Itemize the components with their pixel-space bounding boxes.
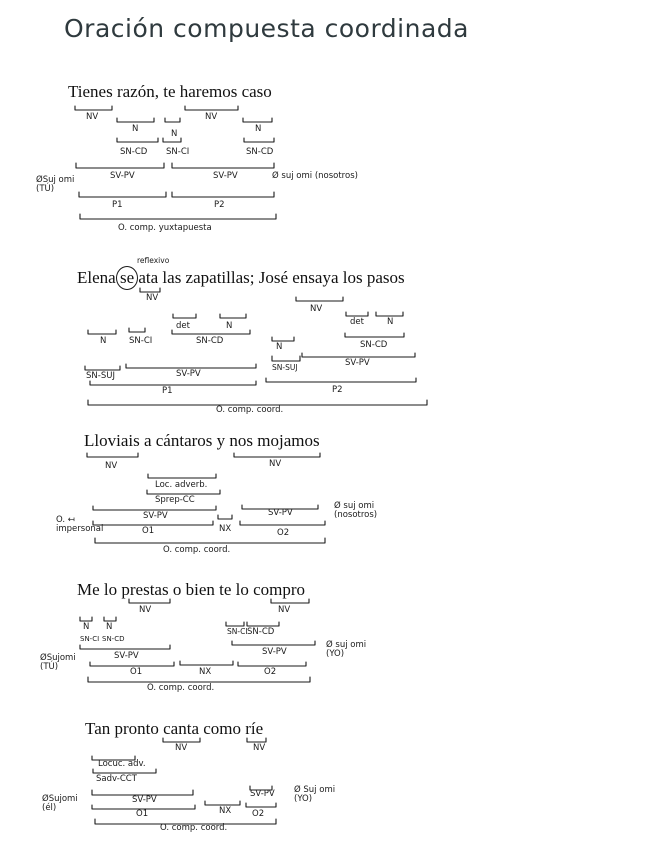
bracket [243,118,272,122]
label-nv: NV [139,605,152,615]
label-sn-suj: SN-SUJ [272,363,298,372]
label-o2: O2 [252,809,265,819]
label-n: N [387,317,394,327]
label-nv: NV [278,605,291,615]
label-sv-pv: SV-PV [110,171,135,181]
label-null-subject: Ø suj omi (YO) [326,640,367,659]
label-sn-cd: SN-CD [360,340,388,350]
label-n: N [106,622,113,632]
label-n: N [226,321,233,331]
label-sentence-type: O. comp. coord. [163,545,231,555]
bracket [226,622,244,626]
label-sn-cd: SN-CD [120,147,148,157]
bracket [126,364,256,368]
label-sentence-type: O. comp. coord. [160,823,228,833]
label-sv-pv: SV-PV [132,795,157,805]
label-null-subject: ØSuj omi (TÚ) [36,175,75,194]
label-o1: O1 [130,667,143,677]
label-n: N [276,342,283,352]
label-sv-pv: SV-PV [213,171,238,181]
label-null-subject: Ø suj omi (nosotros) [272,171,358,181]
bracket [85,366,120,370]
bracket [88,677,310,682]
label-sv-pv: SV-PV [176,369,201,379]
label-sv-pv: SV-PV [262,647,287,657]
label-nv: NV [105,461,118,471]
label-sentence-type: O. comp. coord. [216,405,284,415]
label-o2: O2 [277,528,290,538]
label-sv-pv: SV-PV [268,508,293,518]
bracket [244,138,274,142]
label-sn-cd: SN-CD [247,627,275,637]
label-o1: O1 [136,809,149,819]
label-nv: NV [175,743,188,753]
label-sv-pv: SV-PV [345,358,370,368]
label-sn-cd: SN-CD [246,147,274,157]
label-nv: NV [269,459,282,469]
label-nx: NX [199,667,212,677]
label-p1: P1 [162,386,173,396]
bracket [238,662,306,666]
label-impersonal: O. ↤ impersonal [56,515,104,534]
bracket [80,617,92,621]
bracket [76,163,164,168]
bracket [272,337,294,341]
label-nx: NX [219,806,232,816]
label-p1: P1 [112,200,123,210]
label-nv: NV [310,304,323,314]
label-null-subject: Ø suj omi (nosotros) [334,501,378,520]
bracket [266,378,416,382]
bracket [234,453,320,457]
label-o1: O1 [142,526,155,536]
label-n: N [83,622,90,632]
bracket [80,645,170,649]
label-sn-cd: SN-CD [102,635,125,643]
bracket [165,118,180,122]
bracket [246,803,276,807]
bracket [148,474,216,478]
label-null-subject: ØSujomi (él) [42,794,78,813]
label-det: det [176,321,190,331]
reflexive-circle-mark [116,266,138,290]
bracket [205,801,240,805]
sentence-2: Elena se ata las zapatillas; José ensaya los pasos [77,268,405,287]
label-loc-adverb: Loc. adverb. [155,480,208,490]
bracket [140,288,160,292]
sentence-4: Me lo prestas o bien te lo compro [77,580,306,599]
bracket [302,353,415,357]
label-nv: NV [146,293,159,303]
bracket [172,192,274,197]
label-n: N [100,336,107,346]
bracket [95,538,325,543]
label-sentence-type: O. comp. coord. [147,683,215,693]
bracket [173,314,196,318]
bracket [272,356,300,361]
bracket [117,138,158,142]
label-sadv-cct: Sadv-CCT [96,774,137,784]
bracket [93,769,156,773]
bracket [104,617,116,621]
bracket [80,214,276,219]
sentence-3: Lloviais a cántaros y nos mojamos [84,431,320,450]
page-title: Oración compuesta coordinada [64,14,469,43]
label-sn-cd: SN-CD [196,336,224,346]
bracket [247,622,279,626]
label-n: N [255,124,262,134]
bracket [147,490,220,494]
bracket [75,106,112,110]
label-sprep-cc: Sprep-CC [155,495,195,505]
bracket [79,192,166,197]
bracket [180,661,233,665]
bracket [117,118,154,122]
bracket [88,330,116,334]
label-nv: NV [205,112,218,122]
bracket [87,453,138,457]
label-p2: P2 [214,200,225,210]
label-n: N [171,129,178,139]
bracket [232,641,315,645]
label-sv-pv: SV-PV [143,511,168,521]
bracket [345,333,404,337]
label-nx: NX [219,524,232,534]
bracket [90,381,256,385]
label-p2: P2 [332,385,343,395]
bracket [93,521,213,525]
label-sn-ci: SN-CI [129,336,153,346]
label-sentence-type: O. comp. yuxtapuesta [118,223,212,233]
bracket [129,328,145,332]
bracket [220,314,246,318]
label-n: N [132,124,139,134]
label-sn-ci: SN-CI [80,635,100,643]
bracket [90,662,174,666]
bracket [376,312,403,316]
label-null-subject: Ø Suj omi (YO) [294,785,336,804]
label-null-subject: ØSujomi (TÚ) [40,653,76,672]
bracket [296,297,343,301]
label-sn-ci: SN-CI [166,147,190,157]
bracket [172,163,274,168]
label-sn-suj: SN-SUJ [86,371,115,381]
label-sn-ci: SN-CI [227,627,248,636]
label-nv: NV [253,743,266,753]
label-sv-pv: SV-PV [250,789,275,799]
label-locucion-adverbial: Locuc. adv. [98,759,146,769]
label-o2: O2 [264,667,277,677]
bracket [240,521,325,525]
bracket [93,506,216,510]
label-sv-pv: SV-PV [114,651,139,661]
bracket [346,312,368,316]
label-nv: NV [86,112,99,122]
sentence-1: Tienes razón, te haremos caso [68,82,272,101]
bracket [185,106,238,110]
bracket [218,515,232,519]
sentence-5: Tan pronto canta como ríe [85,719,264,738]
label-reflexivo: reflexivo [137,256,170,265]
label-det: det [350,317,364,327]
